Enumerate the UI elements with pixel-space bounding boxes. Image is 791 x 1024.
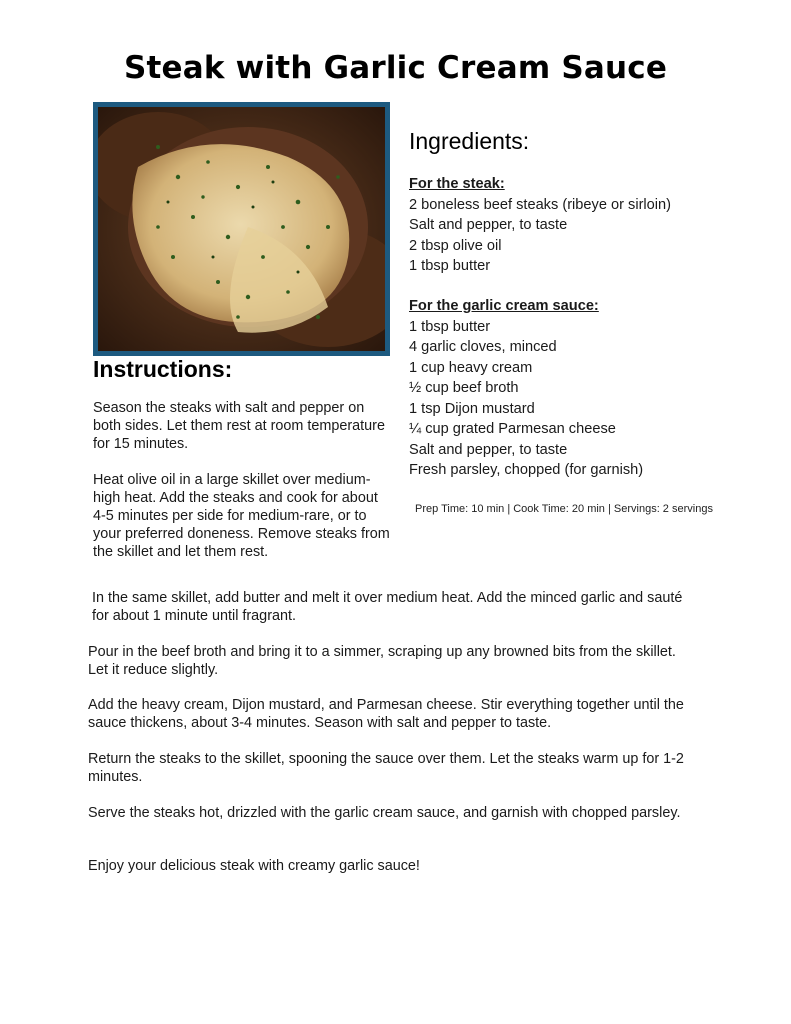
- instruction-step: Heat olive oil in a large skillet over medium-high heat. Add the steaks and cook for about 4-5 minutes per side for medium-rare, or to your preferred doneness. Remove steaks from the skillet and let them rest.: [93, 472, 390, 560]
- instruction-step: Return the steaks to the skillet, spooning the sauce over them. Let the steaks warm up for 1-2 minutes.: [88, 751, 684, 785]
- instructions-heading: Instructions:: [93, 356, 233, 382]
- instruction-step: Serve the steaks hot, drizzled with the garlic cream sauce, and garnish with chopped parsley.: [88, 805, 681, 821]
- ingredient-item: 1 cup heavy cream: [409, 359, 533, 376]
- instruction-step: Add the heavy cream, Dijon mustard, and Parmesan cheese. Stir everything together until the sauce thickens, about 3-4 minutes. Season with salt and pepper to taste.: [88, 697, 684, 731]
- ingredient-item: Fresh parsley, chopped (for garnish): [409, 462, 644, 478]
- steak-subheading: For the steak:: [409, 176, 505, 192]
- ingredient-item: Salt and pepper, to taste: [409, 217, 568, 233]
- ingredient-item: ½ cup beef broth: [409, 380, 519, 396]
- instruction-step: Season the steaks with salt and pepper on both sides. Let them rest at room temperature for 15 minutes.: [93, 400, 385, 452]
- ingredient-item: 4 garlic cloves, minced: [409, 339, 557, 355]
- recipe-meta: Prep Time: 10 min | Cook Time: 20 min | Servings: 2 servings: [415, 503, 713, 515]
- steak-ingredients: [409, 174, 671, 277]
- ingredient-item: 1 tsp Dijon mustard: [409, 400, 535, 417]
- ingredient-item: 1 tbsp butter: [409, 318, 491, 335]
- instruction-step: Pour in the beef broth and bring it to a simmer, scraping up any browned bits from the skillet. Let it reduce slightly.: [88, 644, 676, 678]
- ingredient-item: ¼ cup grated Parmesan cheese: [409, 421, 616, 437]
- steak-image-icon: [98, 107, 385, 351]
- ingredient-item: 2 tbsp olive oil: [409, 237, 502, 254]
- instruction-step: Enjoy your delicious steak with creamy garlic sauce!: [88, 858, 420, 874]
- ingredient-item: 2 boneless beef steaks (ribeye or sirloin): [409, 196, 672, 213]
- ingredient-item: 1 tbsp butter: [409, 258, 491, 274]
- sauce-subheading: For the garlic cream sauce:: [409, 298, 599, 314]
- steak-photo: [93, 102, 390, 356]
- ingredients-heading: Ingredients:: [409, 128, 530, 154]
- ingredient-item: Salt and pepper, to taste: [409, 441, 568, 458]
- instruction-step: In the same skillet, add butter and melt it over medium heat. Add the minced garlic and sauté for about 1 minute until fragrant.: [92, 590, 683, 624]
- page-title: Steak with Garlic Cream Sauce: [123, 50, 668, 86]
- sauce-ingredients: [409, 296, 643, 481]
